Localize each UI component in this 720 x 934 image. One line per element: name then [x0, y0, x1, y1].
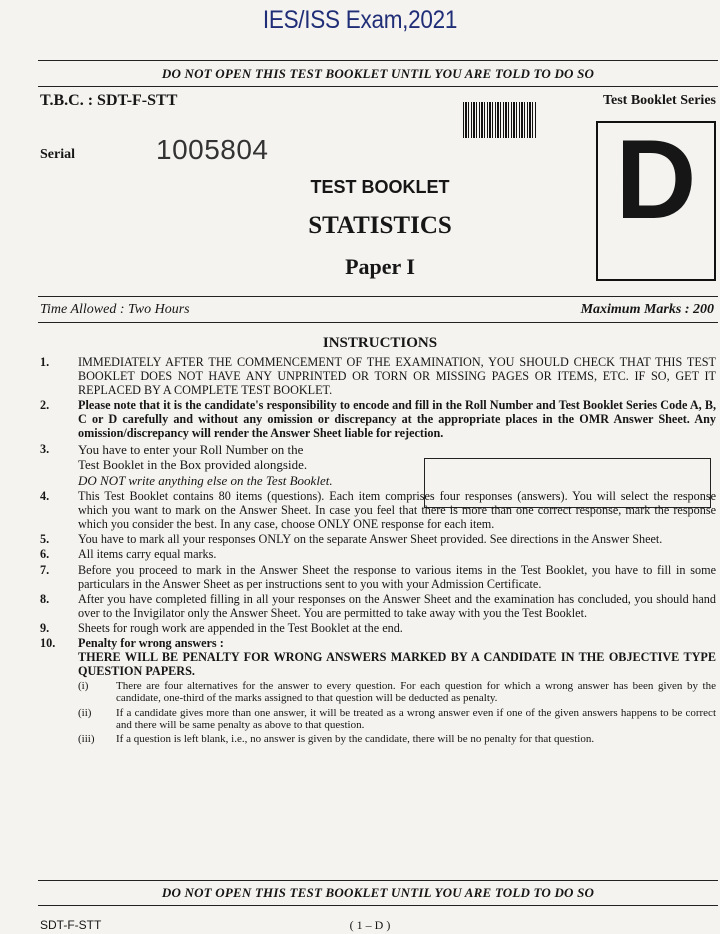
item-number: 6. [40, 547, 50, 562]
maximum-marks: Maximum Marks : 200 [580, 302, 714, 317]
item-number: 7. [40, 562, 50, 577]
sub-number: (ii) [78, 706, 92, 719]
item-text: IMMEDIATELY AFTER THE COMMENCEMENT OF THE EXAMINATION, YOU SHOULD CHECK THAT THIS TEST BOOKLET DOES NOT HAVE ANY UNPRINTED OR TORN OR MISSING PAGES OR ITEMS, ETC. IF SO, GET IT REPLACED BY A COMPLETE TEST BOOKLET. [78, 355, 716, 398]
page-number: ( 1 – D ) [349, 918, 391, 932]
booklet-title: TEST BOOKLET [310, 177, 450, 197]
bottom-rule-top [38, 880, 718, 881]
item-line: You have to enter your Roll Number on the [78, 441, 304, 457]
item-text [78, 636, 716, 678]
penalty-sub-item [78, 733, 716, 745]
sub-number: (i) [78, 680, 89, 693]
item-number: 3. [40, 441, 50, 456]
sub-text: If a candidate gives more than one answer, it will be treated as a wrong answer even if one of the given answers happens to be correct and there will be same penalty as above to that question. [116, 706, 716, 731]
instruction-item [40, 398, 716, 440]
tbc-code: T.B.C. : SDT-F-STT [40, 92, 178, 109]
item-text: Please note that it is the candidate's responsibility to encode and fill in the Roll Number and Test Booklet Series Code A, B, C or D carefully and without any omission or discrepancy at the appropriate places in the OMR Answer Sheet. Any omission/discrepancy will render the Answer Sheet liable for rejection. [78, 398, 716, 441]
time-rule-top [38, 296, 718, 297]
item-text: You have to mark all your responses ONLY on the separate Answer Sheet provided. See directions in the Answer Sheet. [78, 532, 663, 547]
warning-bottom: DO NOT OPEN THIS TEST BOOKLET UNTIL YOU ARE TOLD TO DO SO [161, 885, 595, 900]
instructions-list [40, 355, 716, 747]
instruction-item [40, 636, 716, 678]
instruction-item [40, 355, 716, 397]
item-text: All items carry equal marks. [78, 547, 217, 562]
series-label: Test Booklet Series [602, 93, 716, 108]
instruction-item [40, 563, 716, 591]
barcode [463, 102, 537, 138]
instruction-item [40, 621, 716, 635]
item-number: 8. [40, 591, 50, 606]
item-text: Sheets for rough work are appended in the Test Booklet at the end. [78, 620, 403, 635]
item-number: 2. [40, 398, 50, 413]
instruction-item [40, 489, 716, 531]
item-number: 1. [40, 355, 50, 369]
instruction-item [40, 532, 716, 546]
penalty-title: Penalty for wrong answers : [78, 636, 224, 650]
footer-code: SDT-F-STT [40, 918, 102, 932]
penalty-sub-list [78, 680, 716, 745]
item-text: After you have completed filling in all your responses on the Answer Sheet and the examination has concluded, you should hand over to the Invigilator only the Answer Sheet. You are permitted to take away with you the Test Booklet. [78, 591, 716, 620]
warning-top: DO NOT OPEN THIS TEST BOOKLET UNTIL YOU ARE TOLD TO DO SO [161, 66, 595, 81]
exam-title: IES/ISS Exam,2021 [262, 6, 458, 34]
instruction-item [40, 547, 716, 561]
subject-title: STATISTICS [308, 212, 452, 239]
item-number: 5. [40, 532, 50, 547]
sub-number: (iii) [78, 733, 95, 746]
item-number: 10. [40, 636, 56, 650]
sub-text: There are four alternatives for the answer to every question. For each question for which a wrong answer has been given by the candidate, one-third of the marks assigned to that question will be deducted as penalty. [116, 680, 716, 705]
item-number: 9. [40, 620, 50, 635]
penalty-sub-item [78, 680, 716, 704]
instruction-item [40, 442, 716, 489]
time-rule-bottom [38, 322, 718, 323]
serial-number: 1005804 [156, 134, 269, 165]
item-line: DO NOT write anything else on the Test Booklet. [78, 472, 333, 488]
top-rule [38, 60, 718, 61]
item-text: Before you proceed to mark in the Answer Sheet the response to various items in the Test Booklet, you have to fill in some particulars in the Answer Sheet as per instructions sent to you with your Admission Certificate. [78, 562, 716, 591]
instruction-item [40, 592, 716, 620]
item-number: 4. [40, 489, 50, 504]
series-code: D [615, 117, 697, 242]
instructions-heading: INSTRUCTIONS [322, 335, 438, 351]
serial-label: Serial [40, 147, 75, 162]
paper-title: Paper I [345, 254, 415, 279]
item-text: This Test Booklet contains 80 items (questions). Each item comprises four responses (answers). You will select the response which you want to mark on the Answer Sheet. In case you feel that there is more than one correct response, mark the response which you consider the best. In any case, choose ONLY ONE response for each item. [78, 489, 716, 532]
penalty-notice: THERE WILL BE PENALTY FOR WRONG ANSWERS MARKED BY A CANDIDATE IN THE OBJECTIVE TYPE QUESTION PAPERS. [78, 650, 716, 679]
sub-text: If a question is left blank, i.e., no answer is given by the candidate, there will be no penalty for that question. [116, 733, 595, 746]
time-allowed: Time Allowed : Two Hours [40, 302, 190, 317]
item-line: Test Booklet in the Box provided alongside. [78, 457, 308, 473]
item-text [78, 442, 716, 489]
penalty-sub-item [78, 707, 716, 731]
bottom-rule [38, 905, 718, 906]
warning-rule [38, 86, 718, 87]
